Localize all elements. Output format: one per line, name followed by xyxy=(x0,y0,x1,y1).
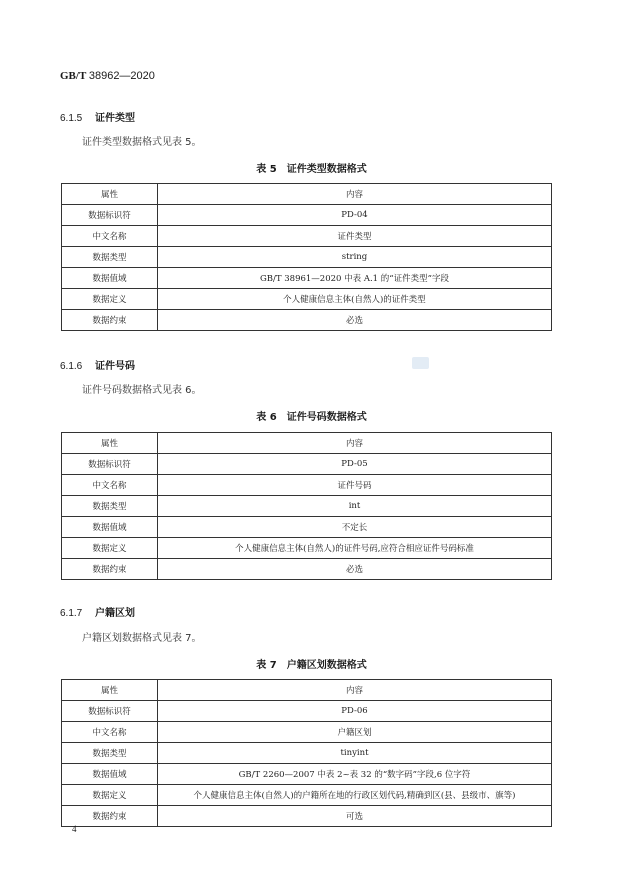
content-cell: GB/T 38961—2020 中表 A.1 的“证件类型”字段 xyxy=(158,268,552,289)
table-caption: 表 5 证件类型数据格式 xyxy=(256,164,367,175)
table-row xyxy=(62,559,552,580)
content-cell: string xyxy=(158,247,552,268)
table-row xyxy=(62,433,552,454)
section-intro: 户籍区划数据格式见表 7。 xyxy=(82,633,202,644)
table-row xyxy=(62,743,552,764)
attribute-cell: 属性 xyxy=(62,680,158,701)
attribute-cell: 数据值域 xyxy=(62,268,158,289)
watermark-logo-icon xyxy=(412,357,429,369)
table-row xyxy=(62,205,552,226)
table-row xyxy=(62,496,552,517)
table-row xyxy=(62,785,552,806)
table-row xyxy=(62,764,552,785)
content-cell: 必选 xyxy=(158,559,552,580)
content-cell: 个人健康信息主体(自然人)的证件号码,应符合相应证件号码标准 xyxy=(158,538,552,559)
content-cell: 不定长 xyxy=(158,517,552,538)
attribute-cell: 数据标识符 xyxy=(62,205,158,226)
content-cell: tinyint xyxy=(158,743,552,764)
table-row xyxy=(62,268,552,289)
attribute-cell: 数据值域 xyxy=(62,764,158,785)
content-cell: 证件类型 xyxy=(158,226,552,247)
attribute-cell: 数据约束 xyxy=(62,310,158,331)
content-cell: PD-05 xyxy=(158,454,552,475)
standard-prefix: GB/T xyxy=(60,70,87,82)
table-row xyxy=(62,289,552,310)
table-row xyxy=(62,722,552,743)
content-cell: 个人健康信息主体(自然人)的户籍所在地的行政区划代码,精确到区(县、县级市、旗等) xyxy=(158,785,552,806)
data-format-table-6 xyxy=(61,432,552,580)
content-cell: int xyxy=(158,496,552,517)
attribute-cell: 中文名称 xyxy=(62,226,158,247)
table-row xyxy=(62,701,552,722)
section-heading-6-1-7 xyxy=(60,604,135,619)
content-cell: 内容 xyxy=(158,680,552,701)
table-caption: 表 7 户籍区划数据格式 xyxy=(256,660,367,671)
document-header xyxy=(60,70,155,82)
attribute-cell: 数据标识符 xyxy=(62,701,158,722)
content-cell: PD-06 xyxy=(158,701,552,722)
table-row xyxy=(62,680,552,701)
section-title: 户籍区划 xyxy=(95,608,136,619)
section-heading-6-1-6 xyxy=(60,357,135,372)
table-row xyxy=(62,475,552,496)
attribute-cell: 数据类型 xyxy=(62,743,158,764)
table-caption: 表 6 证件号码数据格式 xyxy=(256,412,367,423)
attribute-cell: 数据约束 xyxy=(62,559,158,580)
section-title: 证件类型 xyxy=(95,113,136,124)
content-cell: 必选 xyxy=(158,310,552,331)
section-heading-6-1-5 xyxy=(60,109,135,124)
page-number: 4 xyxy=(72,824,77,834)
attribute-cell: 中文名称 xyxy=(62,722,158,743)
table-row xyxy=(62,184,552,205)
attribute-cell: 数据标识符 xyxy=(62,454,158,475)
section-intro: 证件类型数据格式见表 5。 xyxy=(82,137,202,148)
content-cell: 可选 xyxy=(158,806,552,827)
section-title: 证件号码 xyxy=(95,361,136,372)
content-cell: GB/T 2260—2007 中表 2~表 32 的“数字码”字段,6 位字符 xyxy=(158,764,552,785)
table-row xyxy=(62,538,552,559)
attribute-cell: 属性 xyxy=(62,184,158,205)
table-row xyxy=(62,310,552,331)
content-cell: 个人健康信息主体(自然人)的证件类型 xyxy=(158,289,552,310)
content-cell: PD-04 xyxy=(158,205,552,226)
table-row xyxy=(62,806,552,827)
table-row xyxy=(62,517,552,538)
table-row xyxy=(62,247,552,268)
attribute-cell: 数据值域 xyxy=(62,517,158,538)
attribute-cell: 中文名称 xyxy=(62,475,158,496)
attribute-cell: 数据类型 xyxy=(62,496,158,517)
data-format-table-7 xyxy=(61,679,552,827)
content-cell: 内容 xyxy=(158,433,552,454)
attribute-cell: 属性 xyxy=(62,433,158,454)
data-format-table-5 xyxy=(61,183,552,331)
attribute-cell: 数据类型 xyxy=(62,247,158,268)
table-row xyxy=(62,454,552,475)
standard-number: 38962—2020 xyxy=(88,70,155,82)
attribute-cell: 数据定义 xyxy=(62,538,158,559)
attribute-cell: 数据约束 xyxy=(62,806,158,827)
attribute-cell: 数据定义 xyxy=(62,785,158,806)
content-cell: 户籍区划 xyxy=(158,722,552,743)
section-number: 6.1.7 xyxy=(60,608,83,619)
attribute-cell: 数据定义 xyxy=(62,289,158,310)
section-intro: 证件号码数据格式见表 6。 xyxy=(82,385,202,396)
table-row xyxy=(62,226,552,247)
content-cell: 内容 xyxy=(158,184,552,205)
content-cell: 证件号码 xyxy=(158,475,552,496)
section-number: 6.1.5 xyxy=(60,113,83,124)
section-number: 6.1.6 xyxy=(60,361,83,372)
